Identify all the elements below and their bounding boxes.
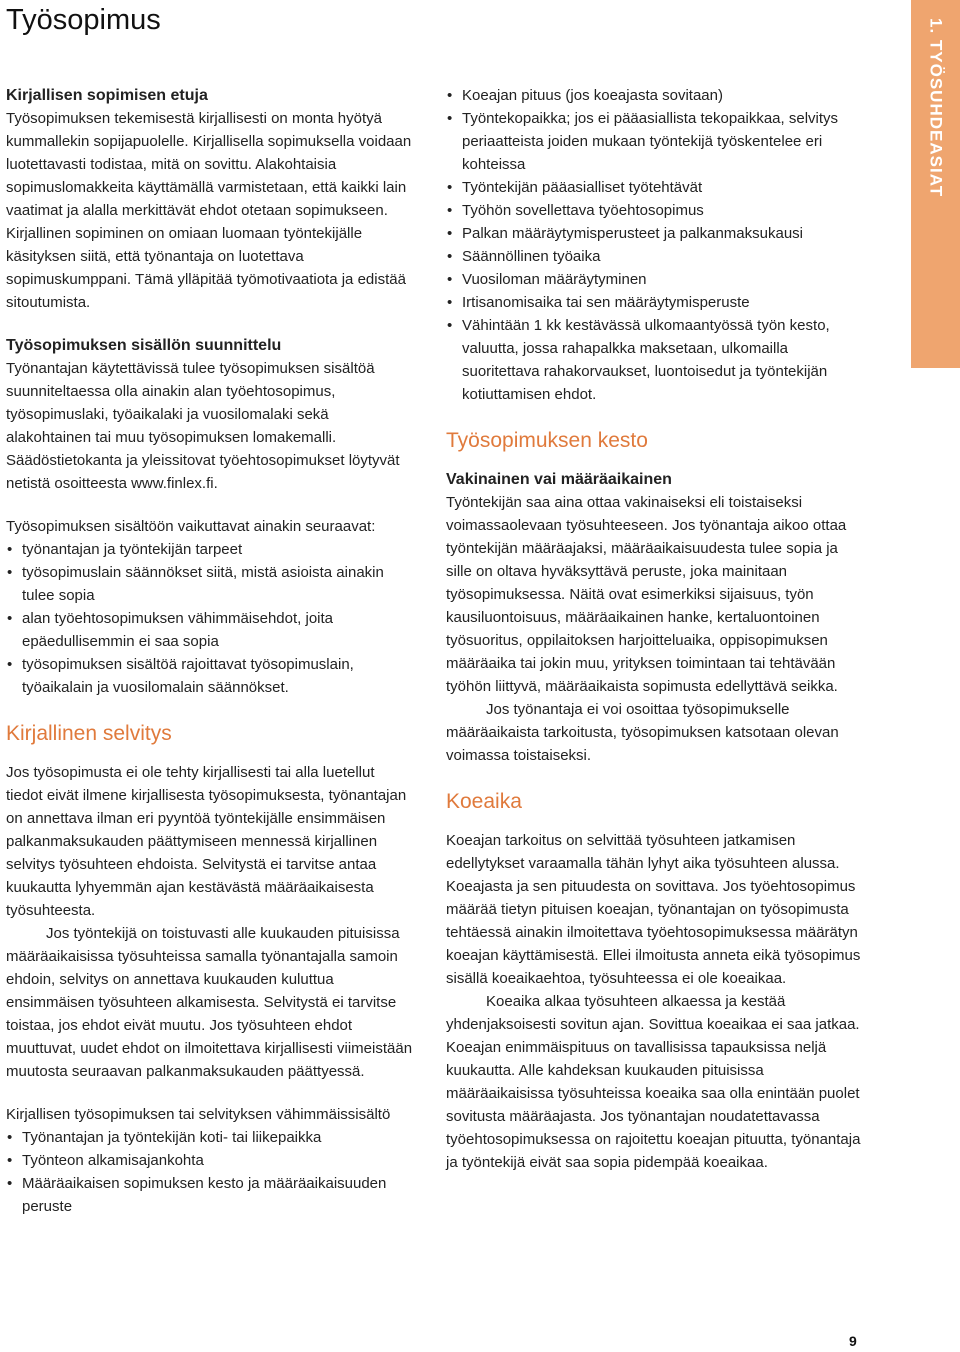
trial-period-paragraph-2: Koeaika alkaa työsuhteen alkaessa ja kestää yhdenjaksoisesti sovitun ajan. Sovittua koeaikaa ei saa jatkaa. Koeajan enimmäispituus on tavallisissa tapauksissa neljä kuukautta. Alle kahdeksan kuukauden pituisissa määräaikaisissa työsuhteissa koeaika saa olla enintään puolet sovitusta määräajasta. Jos työnantajan noudatettavassa työehtosopimuksessa on rajoitettu koeajan pituutta, työnantaja ja työntekijä eivät saa sopia pidempää koeaikaa. — [446, 993, 861, 1171]
list-item: • Määräaikaisen sopimuksen kesto ja määräaikaisuuden peruste — [6, 1172, 414, 1218]
list-item: • Työnteon alkamisajankohta — [6, 1149, 414, 1172]
list-item: • työsopimuslain säännökset siitä, mistä asioista ainakin tulee sopia — [6, 561, 414, 607]
list-item: • Työntekopaikka; jos ei pääasiallista tekopaikkaa, selvitys periaatteista joiden mukaan työntekijä työskentelee eri kohteissa — [446, 107, 862, 176]
list-item: • Vuosiloman määräytyminen — [446, 268, 862, 291]
list-item: • Palkan määräytymisperusteet ja palkanmaksukausi — [446, 222, 862, 245]
fixed-term-heading: Vakinainen vai määräaikainen — [446, 471, 672, 488]
list-item: • Koeajan pituus (jos koeajasta sovitaan) — [446, 84, 862, 107]
minimum-content-intro: Kirjallisen työsopimuksen tai selvityksen vähimmäissisältö — [6, 1106, 391, 1123]
list-item: • Työhön sovellettava työehtosopimus — [446, 199, 862, 222]
list-item: • työnantajan ja työntekijän tarpeet — [6, 538, 414, 561]
minimum-content-list-continued — [446, 84, 862, 406]
factors-list — [6, 538, 414, 699]
duration-heading: Työsopimuksen kesto — [446, 429, 648, 452]
fixed-term-paragraph-2: Jos työnantaja ei voi osoittaa työsopimukselle määräaikaista tarkoitusta, työsopimuksen katsotaan olevan voimassa toistaiseksi. — [446, 701, 839, 764]
trial-period-paragraph-1: Koeajan tarkoitus on selvittää työsuhteen jatkamisen edellytykset varaamalla tähän lyhyt aika työsuhteen alussa. Koeajasta ja sen pituudesta on sovittava. Jos työehtosopimus määrää tietyn pituisen koeajan, työnantajan on työsopimusta tehtäessä ainakin ilmoitettava työehtosopimuksessa määrätyn koeajan käyttämisestä. Ellei ilmoitusta anneta eikä työsopimus sisällä koeaikaehtoa, työsuhteessa ei ole koeaikaa. — [446, 832, 861, 987]
list-item: • Työnantajan ja työntekijän koti- tai liikepaikka — [6, 1126, 414, 1149]
chapter-tab — [911, 0, 960, 368]
written-statement-paragraph-2: Jos työntekijä on toistuvasti alle kuukauden pituisissa määräaikaisissa työsuhteissa samalla työnantajalla samoin ehdoin, selvitys on annettava kuukauden kuluttua ensimmäisen työsuhteen alkamisesta. Selvitystä ei tarvitse toistaa, jos ehdot eivät muutu. Jos työsuhteen ehdot muuttuvat, uudet ehdot on ilmoitettava kirjallisesti viimeistään muutosta seuraavan palkanmaksukauden päättyessä. — [6, 925, 413, 1080]
minimum-content-list — [6, 1126, 414, 1218]
intro-paragraph: Työsopimuksen tekemisestä kirjallisesti on monta hyötyä kummallekin sopijapuolelle. Kirjallisella sopimuksella voidaan luotettavasti todistaa, mitä on sovittu. Alakohtaisia sopimuslomakkeita käyttämällä varmistetaan, että kaikki lain vaatimat ja alalla merkittävät ehdot otetaan sopimukseen. Kirjallinen sopiminen on omiaan luomaan työntekijälle käsityksen siitä, että työnantaja on luotettava sopimuskumppani. Tämä ylläpitää työmotivaatiota ja edistää sitoutumista. — [6, 110, 412, 311]
right-column — [446, 84, 862, 1174]
chapter-tab-label: 1. TYÖSUHDEASIAT — [926, 18, 946, 198]
page-number: 9 — [849, 1333, 857, 1349]
factors-intro: Työsopimuksen sisältöön vaikuttavat ainakin seuraavat: — [6, 518, 376, 535]
planning-paragraph: Työnantajan käytettävissä tulee työsopimuksen sisältöä suunniteltaessa olla ainakin alan työehtosopimus, työsopimuslaki, työaikalaki ja vuosilomalaki sekä alakohtainen tai muu työsopimuksen lomakemalli. Säädöstietokanta ja yleissitovat työehtosopimukset löytyvät netistä osoitteesta www.finlex.fi. — [6, 360, 400, 492]
list-item: • Vähintään 1 kk kestävässä ulkomaantyössä työn kesto, valuutta, jossa rahapalkka maksetaan, ulkomailla suoritettava rahakorvaukset, luontoisedut ja työntekijän kotiuttamisen ehdot. — [446, 314, 862, 406]
list-item: • Irtisanomisaika tai sen määräytymisperuste — [446, 291, 862, 314]
list-item: • Säännöllinen työaika — [446, 245, 862, 268]
list-item: • Työntekijän pääasialliset työtehtävät — [446, 176, 862, 199]
fixed-term-paragraph-1: Työntekijän saa aina ottaa vakinaiseksi eli toistaiseksi voimassaolevaan työsuhteeseen. Jos työnantaja aikoo ottaa työntekijän määräajaksi, määräaikaisuudesta tulee sopia ja sille on oltava hyväksyttävä peruste, joka mainitaan työsopimuksessa. Näitä ovat esimerkiksi sijaisuus, työn kausiluontoisuus, määräaikainen hanke, kertaluontoinen työsuoritus, oppilaitoksen harjoitteluaika, oppisopimuksen määräaika tai jokin muu, yrityksen toimintaan tai tehtävään työhön liittyvä, määräaikaista sopimusta edellyttävä seikka. — [446, 494, 847, 695]
trial-period-heading: Koeaika — [446, 790, 522, 813]
list-item: • alan työehtosopimuksen vähimmäisehdot, joita epäedullisemmin ei saa sopia — [6, 607, 414, 653]
list-item: • työsopimuksen sisältöä rajoittavat työsopimuslain, työaikalain ja vuosilomalain säännökset. — [6, 653, 414, 699]
left-column — [6, 84, 414, 1218]
written-statement-paragraph-1: Jos työsopimusta ei ole tehty kirjallisesti tai alla luetellut tiedot eivät ilmene kirjallisesta työsopimuksesta, työnantajan on annettava ilman eri pyyntöä työntekijälle ensimmäisen palkanmaksukauden päättymiseen mennessä kirjallinen selvitys työsuhteen ehdoista. Selvitystä ei tarvitse antaa kuukautta lyhyemmän ajan kestävästä määräaikaisesta työsuhteesta. — [6, 764, 407, 919]
written-statement-heading: Kirjallinen selvitys — [6, 722, 172, 745]
planning-heading: Työsopimuksen sisällön suunnittelu — [6, 337, 282, 354]
page-title: Työsopimus — [6, 4, 161, 36]
intro-heading: Kirjallisen sopimisen etuja — [6, 87, 208, 104]
